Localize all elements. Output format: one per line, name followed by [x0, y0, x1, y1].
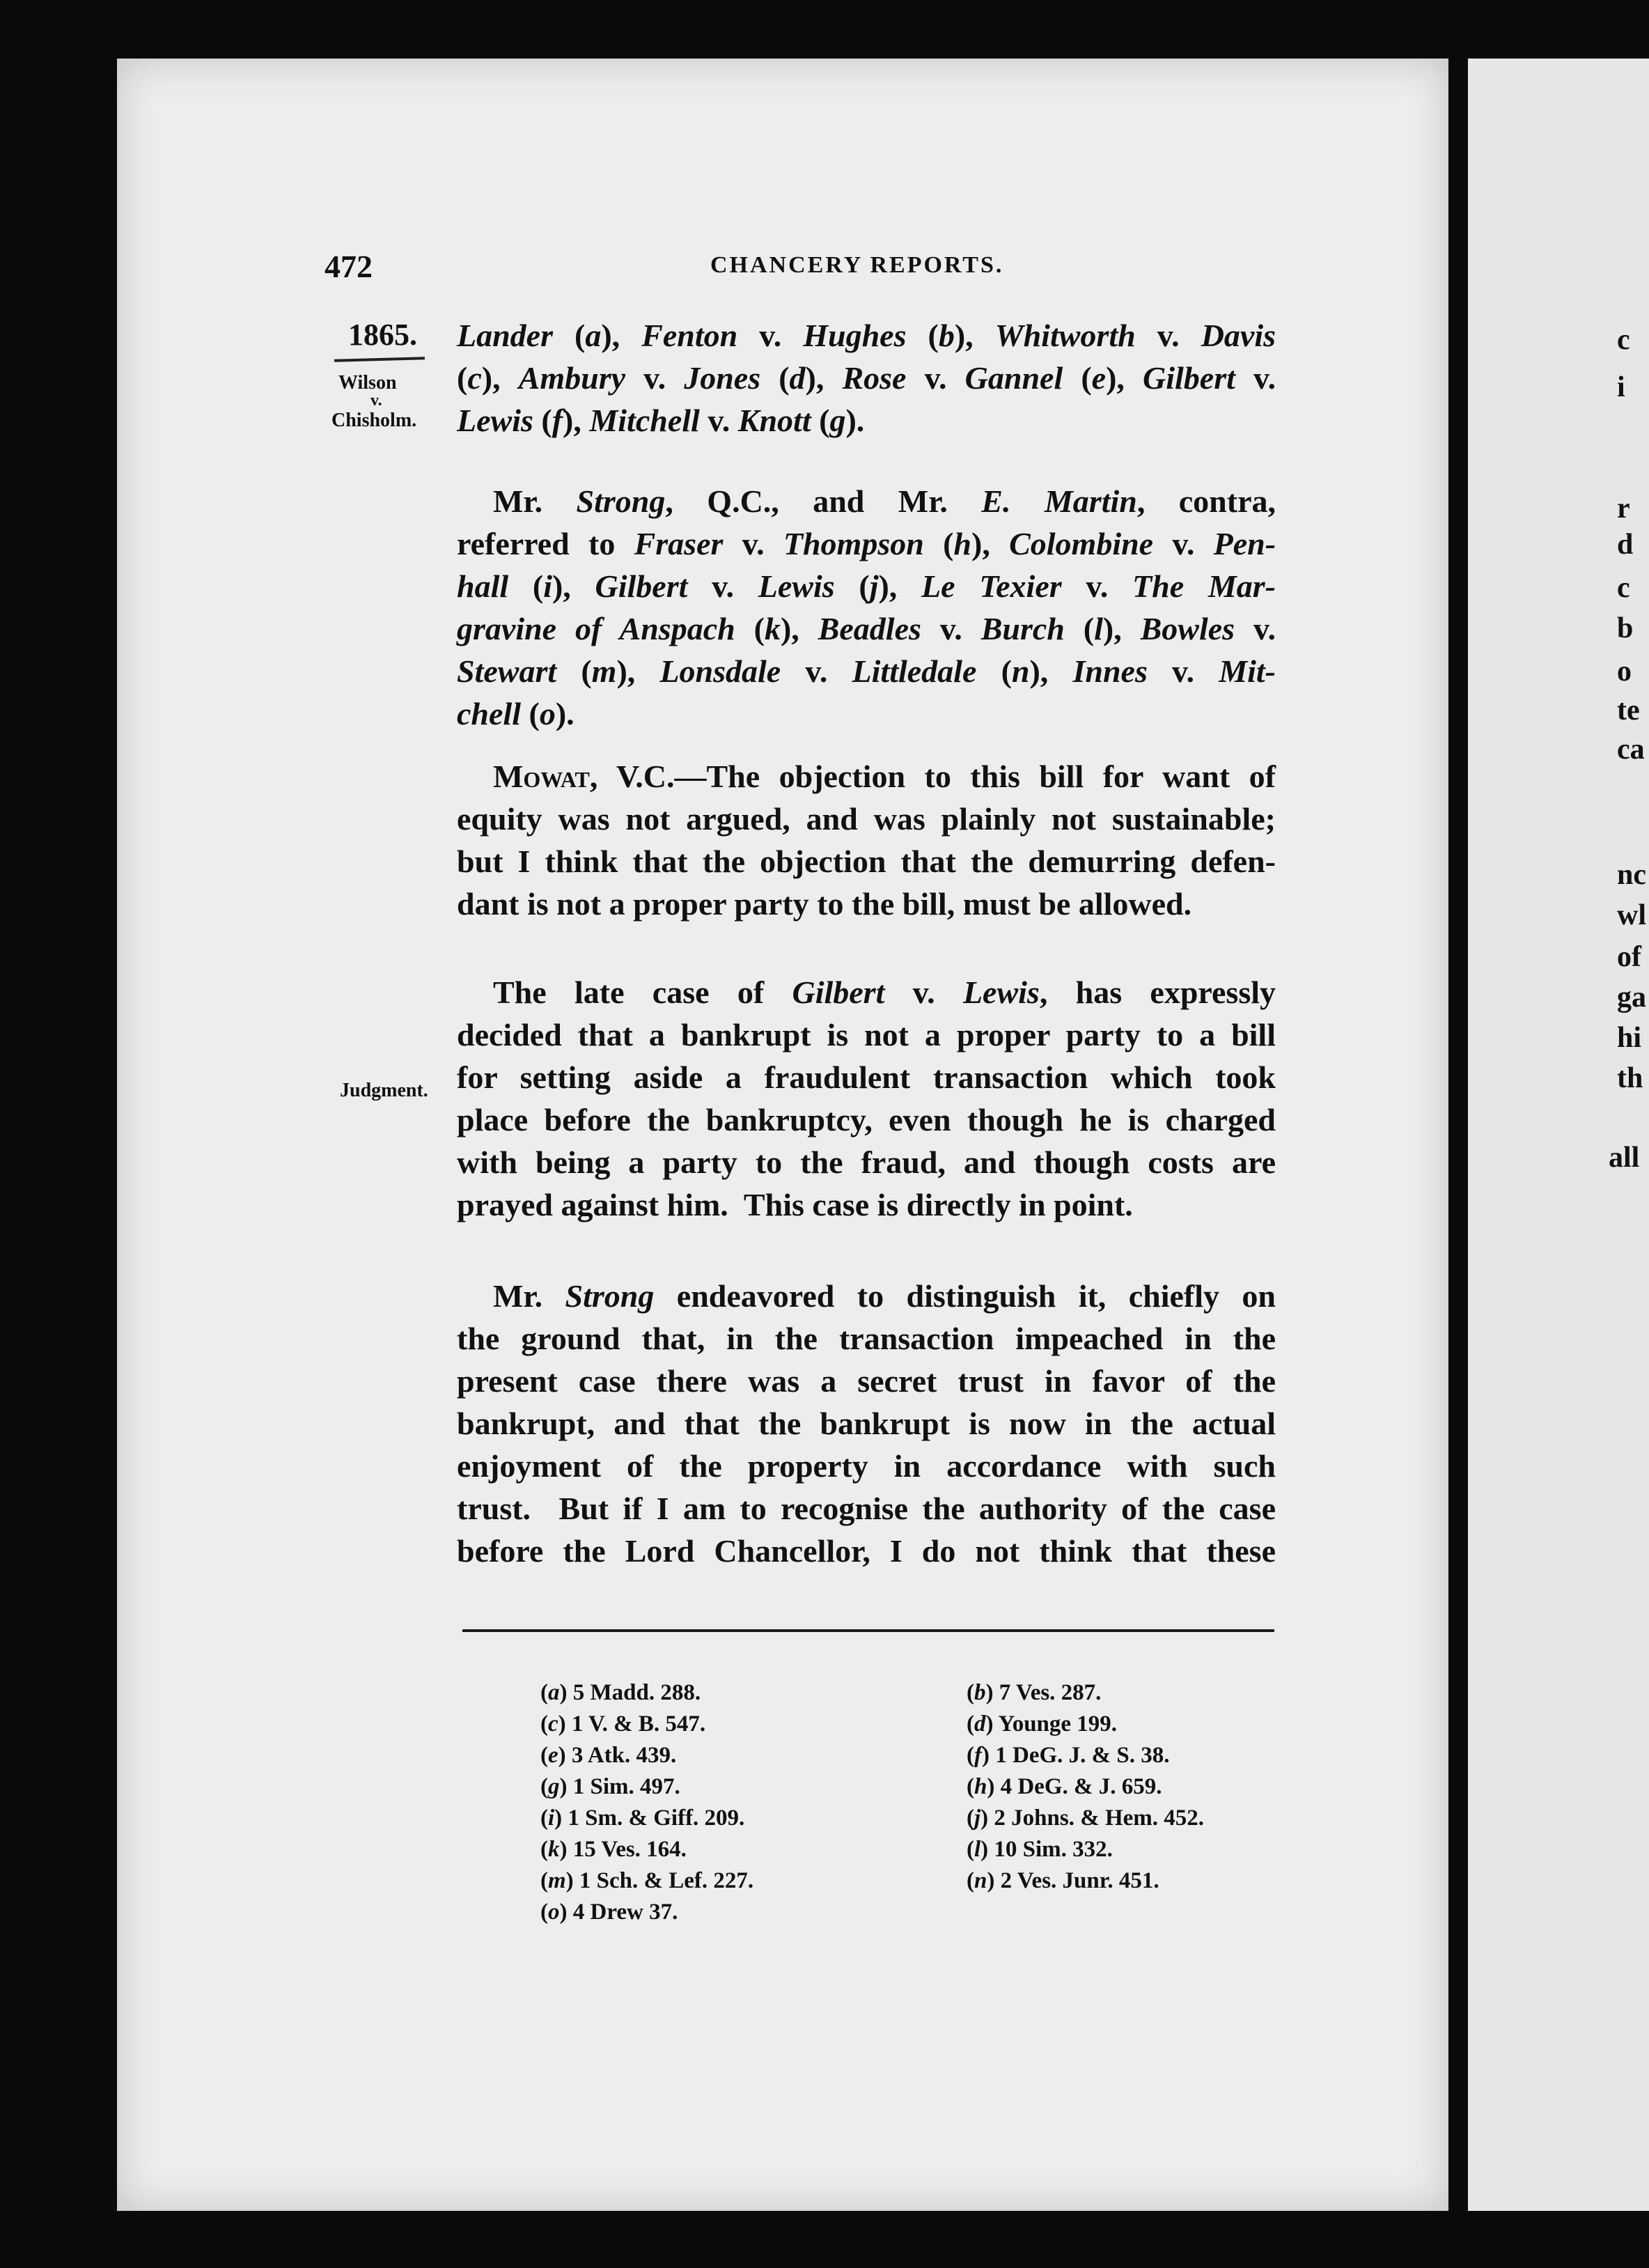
facing-fragment: d — [1617, 529, 1634, 561]
text-line: hall (i), Gilbert v. Lewis (j), Le Texier v. The Mar- — [457, 568, 1276, 604]
paragraph-strong — [457, 1275, 1276, 1572]
facing-fragment: all — [1609, 1142, 1640, 1174]
text-line: Mr. Strong, Q.C., and Mr. E. Martin, contra, — [493, 483, 1276, 519]
facing-fragment: c — [1617, 324, 1630, 356]
margin-case-wilson: Wilson — [338, 372, 397, 394]
footnote-left-3: (g) 1 Sim. 497. — [540, 1774, 680, 1799]
footnote-right-3: (h) 4 DeG. & J. 659. — [967, 1774, 1162, 1799]
footnote-right-5: (l) 10 Sim. 332. — [967, 1837, 1113, 1862]
paragraph-contra — [457, 480, 1276, 735]
text-line: (c), Ambury v. Jones (d), Rose v. Gannel (e), Gilbert v. — [457, 360, 1276, 396]
facing-fragment: wl — [1617, 899, 1646, 931]
facing-fragment: ga — [1617, 981, 1646, 1013]
footnote-right-4: (j) 2 Johns. & Hem. 452. — [967, 1805, 1205, 1831]
text-line: Mowat, V.C.—The objection to this bill for want of — [493, 759, 1276, 794]
text-line: present case there was a secret trust in favor of the — [457, 1363, 1276, 1399]
text-line: Lander (a), Fenton v. Hughes (b), Whitworth v. Davis — [457, 318, 1276, 353]
text-line: The late case of Gilbert v. Lewis, has expressly — [493, 974, 1276, 1010]
footnote-rule — [462, 1629, 1274, 1632]
text-line: bankrupt, and that the bankrupt is now in the actual — [457, 1406, 1276, 1441]
text-line: prayed against him. This case is directly in point. — [457, 1187, 1133, 1222]
facing-fragment: hi — [1617, 1022, 1642, 1054]
facing-fragment: c — [1617, 572, 1630, 604]
text-line: referred to Fraser v. Thompson (h), Colombine v. Pen- — [457, 526, 1276, 561]
facing-fragment: th — [1617, 1062, 1643, 1094]
facing-fragment: ca — [1617, 733, 1645, 766]
paragraph-mowat — [457, 755, 1276, 925]
text-line: trust. But if I am to recognise the authority of the case — [457, 1491, 1276, 1526]
margin-year: 1865. — [348, 318, 417, 352]
facing-fragment: r — [1617, 492, 1630, 525]
text-line: the ground that, in the transaction impeached in the — [457, 1321, 1276, 1356]
facing-fragment: nc — [1617, 859, 1646, 891]
margin-case-v: v. — [370, 391, 382, 410]
margin-judgment: Judgment. — [340, 1080, 428, 1101]
text-line: enjoyment of the property in accordance with such — [457, 1448, 1276, 1484]
text-line: dant is not a proper party to the bill, must be allowed. — [457, 886, 1192, 922]
text-line: gravine of Anspach (k), Beadles v. Burch (l), Bowles v. — [457, 611, 1276, 646]
text-line: decided that a bankrupt is not a proper party to a bill — [457, 1017, 1276, 1053]
text-line: Mr. Strong endeavored to distinguish it, chiefly on — [493, 1278, 1276, 1314]
text-line: but I think that the objection that the demurring defen- — [457, 844, 1276, 879]
text-line: before the Lord Chancellor, I do not think that these — [457, 1533, 1276, 1569]
page-number: 472 — [325, 249, 373, 284]
text-line: Stewart (m), Lonsdale v. Littledale (n), Innes v. Mit- — [457, 653, 1276, 689]
footnote-right-6: (n) 2 Ves. Junr. 451. — [967, 1868, 1159, 1893]
footnote-left-0: (a) 5 Madd. 288. — [540, 1680, 701, 1705]
text-line: with being a party to the fraud, and though costs are — [457, 1144, 1276, 1180]
footnote-left-6: (m) 1 Sch. & Lef. 227. — [540, 1868, 754, 1893]
footnote-left-5: (k) 15 Ves. 164. — [540, 1837, 687, 1862]
footnote-left-4: (i) 1 Sm. & Giff. 209. — [540, 1805, 745, 1831]
paragraph-citations — [457, 314, 1276, 442]
text-line: for setting aside a fraudulent transaction which took — [457, 1059, 1276, 1095]
footnote-right-0: (b) 7 Ves. 287. — [967, 1680, 1102, 1705]
text-line: equity was not argued, and was plainly not sustainable; — [457, 801, 1276, 837]
footnote-right-2: (f) 1 DeG. J. & S. 38. — [967, 1743, 1170, 1768]
footnote-left-2: (e) 3 Atk. 439. — [540, 1743, 677, 1768]
footnote-left-1: (c) 1 V. & B. 547. — [540, 1711, 706, 1737]
text-line: place before the bankruptcy, even though he is charged — [457, 1102, 1276, 1137]
facing-fragment: o — [1617, 655, 1632, 688]
text-line: chell (o). — [457, 696, 575, 731]
facing-fragment: i — [1617, 371, 1625, 403]
text-line: Lewis (f), Mitchell v. Knott (g). — [457, 403, 865, 438]
paragraph-gilbert — [457, 971, 1276, 1226]
footnote-right-1: (d) Younge 199. — [967, 1711, 1118, 1737]
footnote-left-7: (o) 4 Drew 37. — [540, 1900, 678, 1925]
running-title: CHANCERY REPORTS. — [710, 252, 1004, 278]
facing-fragment: b — [1617, 612, 1634, 644]
margin-case-chisholm: Chisholm. — [331, 410, 417, 431]
facing-fragment: te — [1617, 694, 1640, 727]
facing-fragment: of — [1617, 941, 1641, 973]
